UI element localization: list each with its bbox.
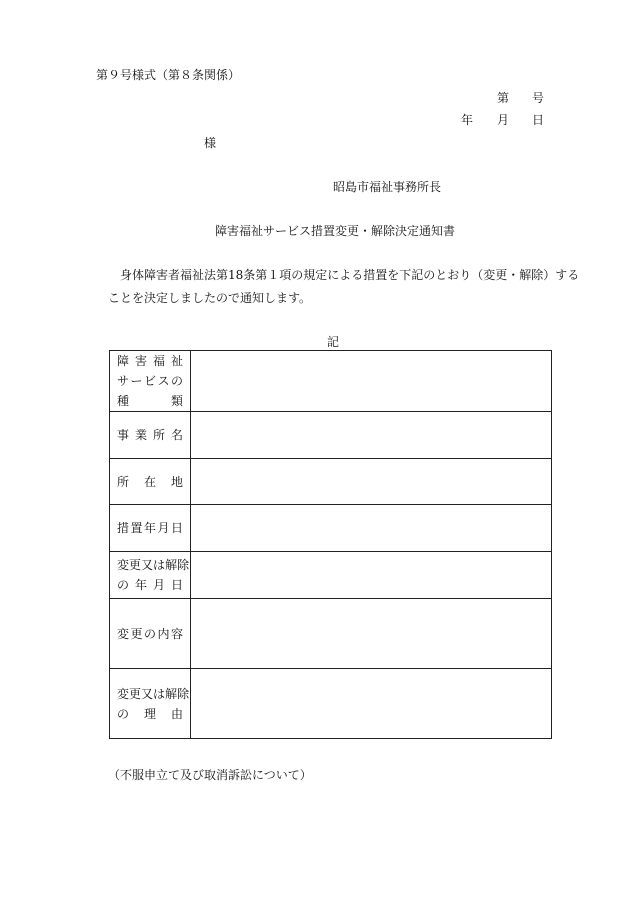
row-label-line: 措 置 年 月 日 — [117, 521, 183, 535]
row-label-line: 変 更 の 内 容 — [117, 626, 183, 641]
row-value-cell — [191, 505, 552, 552]
row-label — [110, 459, 191, 505]
row-label-line: 所 在 地 — [117, 474, 183, 489]
date-month: 月 — [497, 113, 510, 127]
row-label — [110, 599, 191, 669]
row-label — [110, 351, 191, 412]
row-label-line: の 理 由 — [117, 706, 183, 721]
date-year: 年 — [461, 113, 474, 127]
ki-label: 記 — [327, 335, 340, 349]
form-number: 第９号様式（第８条関係） — [96, 68, 241, 82]
body-line-1: 身体障害者福祉法第18条第１項の規定による措置を下記のとおり（変更・解除）する — [120, 268, 580, 282]
row-value-cell — [191, 599, 552, 669]
row-label-line: 種 類 — [117, 394, 183, 408]
row-label-line: 変 更 又 は 解 除 — [117, 686, 190, 701]
appeal-note: （不服申立て及び取消訴訟について） — [108, 768, 312, 782]
row-value-cell — [191, 459, 552, 505]
table-row — [110, 351, 552, 412]
details-table — [109, 350, 552, 739]
number-go: 号 — [532, 91, 545, 105]
row-label-line: 変 更 又 は 解 除 — [117, 558, 190, 572]
row-label-line: 障 害 福 祉 — [117, 354, 183, 368]
row-label — [110, 552, 191, 599]
row-label — [110, 412, 191, 459]
row-value-cell — [191, 669, 552, 739]
table-row — [110, 459, 552, 505]
row-value-cell — [191, 552, 552, 599]
table-row — [110, 599, 552, 669]
table-row — [110, 669, 552, 739]
row-value-cell — [191, 351, 552, 412]
row-label-line: サ ー ビ ス の — [117, 374, 183, 388]
table-row — [110, 412, 552, 459]
table-row — [110, 505, 552, 552]
number-dai: 第 — [497, 91, 510, 105]
table-row — [110, 552, 552, 599]
date-day: 日 — [532, 113, 545, 127]
row-value-cell — [191, 412, 552, 459]
row-label — [110, 505, 191, 552]
row-label-line: の 年 月 日 — [117, 578, 183, 592]
addressee: 様 — [204, 136, 217, 150]
issuer: 昭島市福祉事務所長 — [333, 180, 442, 194]
row-label-line: 事 業 所 名 — [117, 428, 183, 442]
document-title: 障害福祉サービス措置変更・解除決定通知書 — [215, 224, 456, 238]
row-label — [110, 669, 191, 739]
body-line-2: ことを決定しましたので通知します。 — [108, 291, 312, 305]
